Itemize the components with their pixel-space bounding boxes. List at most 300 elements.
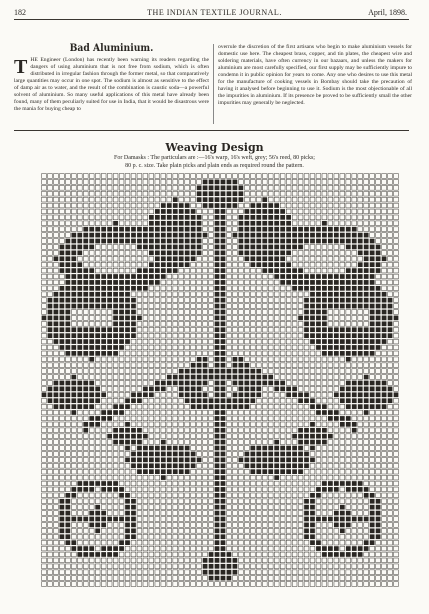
design-cell-filled	[382, 256, 387, 261]
design-cell-empty	[179, 523, 184, 528]
design-cell-filled	[334, 552, 339, 557]
design-cell-empty	[268, 487, 273, 492]
design-cell-empty	[239, 321, 244, 326]
design-cell-empty	[197, 410, 202, 415]
design-cell-empty	[256, 582, 261, 587]
design-cell-filled	[167, 203, 172, 208]
design-cell-empty	[364, 528, 369, 533]
design-cell-empty	[173, 357, 178, 362]
design-cell-filled	[352, 298, 357, 303]
design-cell-filled	[215, 256, 220, 261]
design-cell-empty	[394, 422, 399, 427]
design-cell-empty	[101, 452, 106, 457]
design-cell-filled	[250, 221, 255, 226]
journal-title: THE INDIAN TEXTILE JOURNAL.	[147, 8, 282, 17]
design-cell-filled	[328, 410, 333, 415]
design-cell-empty	[95, 499, 100, 504]
design-cell-filled	[125, 505, 130, 510]
design-cell-empty	[89, 446, 94, 451]
design-cell-empty	[233, 215, 238, 220]
design-cell-empty	[209, 239, 214, 244]
design-cell-filled	[376, 298, 381, 303]
design-cell-filled	[316, 280, 321, 285]
design-cell-empty	[185, 351, 190, 356]
design-cell-empty	[60, 564, 65, 569]
design-cell-filled	[274, 209, 279, 214]
design-cell-empty	[394, 351, 399, 356]
design-cell-empty	[113, 534, 118, 539]
design-cell-empty	[48, 369, 53, 374]
design-cell-filled	[101, 546, 106, 551]
design-cell-filled	[65, 381, 70, 386]
design-cell-empty	[233, 256, 238, 261]
design-cell-empty	[256, 268, 261, 273]
design-cell-empty	[292, 493, 297, 498]
design-cell-filled	[113, 286, 118, 291]
design-cell-empty	[322, 215, 327, 220]
design-cell-empty	[42, 215, 47, 220]
design-cell-empty	[119, 523, 124, 528]
design-cell-empty	[95, 268, 100, 273]
design-cell-filled	[65, 523, 70, 528]
design-cell-empty	[316, 197, 321, 202]
design-cell-empty	[227, 410, 232, 415]
design-cell-filled	[149, 392, 154, 397]
design-cell-filled	[250, 369, 255, 374]
design-cell-empty	[268, 316, 273, 321]
design-cell-empty	[286, 203, 291, 208]
design-cell-filled	[382, 404, 387, 409]
design-cell-empty	[352, 174, 357, 179]
design-cell-empty	[239, 528, 244, 533]
design-cell-empty	[185, 505, 190, 510]
design-cell-empty	[227, 221, 232, 226]
design-cell-empty	[298, 523, 303, 528]
design-cell-empty	[286, 416, 291, 421]
design-cell-empty	[95, 316, 100, 321]
design-cell-empty	[167, 185, 172, 190]
design-cell-empty	[167, 558, 172, 563]
design-cell-filled	[71, 381, 76, 386]
design-cell-empty	[382, 375, 387, 380]
design-cell-empty	[298, 191, 303, 196]
design-cell-filled	[203, 363, 208, 368]
design-cell-empty	[60, 546, 65, 551]
design-cell-filled	[83, 381, 88, 386]
design-cell-empty	[244, 274, 249, 279]
design-cell-filled	[370, 327, 375, 332]
design-cell-empty	[71, 416, 76, 421]
design-cell-empty	[185, 268, 190, 273]
design-cell-empty	[352, 440, 357, 445]
design-cell-filled	[179, 250, 184, 255]
design-cell-filled	[233, 197, 238, 202]
design-cell-empty	[322, 180, 327, 185]
design-cell-filled	[310, 286, 315, 291]
design-cell-empty	[292, 345, 297, 350]
design-cell-empty	[316, 221, 321, 226]
design-cell-empty	[54, 250, 59, 255]
design-cell-empty	[358, 558, 363, 563]
design-cell-empty	[274, 404, 279, 409]
design-cell-empty	[239, 469, 244, 474]
design-cell-filled	[89, 523, 94, 528]
design-cell-empty	[227, 487, 232, 492]
design-cell-empty	[328, 268, 333, 273]
design-cell-empty	[77, 570, 82, 575]
design-cell-empty	[107, 499, 112, 504]
design-cell-filled	[71, 262, 76, 267]
design-cell-empty	[143, 304, 148, 309]
design-cell-empty	[227, 517, 232, 522]
design-cell-filled	[292, 233, 297, 238]
design-cell-empty	[376, 197, 381, 202]
design-cell-empty	[95, 369, 100, 374]
design-cell-filled	[221, 475, 226, 480]
design-cell-empty	[286, 505, 291, 510]
design-cell-filled	[65, 528, 70, 533]
design-cell-empty	[388, 552, 393, 557]
design-cell-empty	[77, 564, 82, 569]
design-cell-empty	[382, 428, 387, 433]
design-cell-empty	[388, 457, 393, 462]
design-cell-filled	[286, 274, 291, 279]
design-cell-filled	[286, 446, 291, 451]
design-cell-empty	[131, 552, 136, 557]
design-cell-filled	[382, 292, 387, 297]
design-cell-empty	[125, 203, 130, 208]
design-cell-filled	[101, 298, 106, 303]
design-cell-filled	[346, 292, 351, 297]
design-cell-empty	[71, 511, 76, 516]
design-cell-filled	[83, 280, 88, 285]
design-cell-empty	[173, 564, 178, 569]
design-cell-empty	[191, 570, 196, 575]
design-cell-filled	[233, 564, 238, 569]
design-cell-empty	[113, 570, 118, 575]
design-cell-filled	[370, 523, 375, 528]
design-cell-empty	[143, 534, 148, 539]
design-cell-empty	[161, 363, 166, 368]
design-cell-empty	[60, 351, 65, 356]
design-cell-empty	[119, 203, 124, 208]
design-cell-empty	[286, 256, 291, 261]
design-cell-empty	[89, 463, 94, 468]
design-cell-empty	[119, 392, 124, 397]
design-cell-filled	[113, 227, 118, 232]
design-cell-filled	[233, 398, 238, 403]
design-cell-empty	[274, 481, 279, 486]
design-cell-empty	[233, 528, 238, 533]
design-cell-empty	[262, 493, 267, 498]
design-cell-empty	[358, 511, 363, 516]
design-cell-filled	[239, 357, 244, 362]
design-cell-empty	[262, 475, 267, 480]
design-cell-empty	[388, 546, 393, 551]
design-cell-empty	[256, 304, 261, 309]
design-cell-empty	[394, 209, 399, 214]
design-cell-empty	[298, 375, 303, 380]
design-cell-filled	[221, 428, 226, 433]
design-cell-empty	[60, 440, 65, 445]
design-cell-empty	[394, 292, 399, 297]
design-cell-filled	[65, 280, 70, 285]
design-cell-empty	[107, 528, 112, 533]
design-cell-empty	[197, 499, 202, 504]
design-cell-filled	[155, 256, 160, 261]
design-cell-empty	[65, 357, 70, 362]
design-cell-empty	[286, 517, 291, 522]
design-cell-empty	[185, 440, 190, 445]
design-cell-empty	[292, 304, 297, 309]
design-cell-empty	[310, 351, 315, 356]
design-cell-filled	[215, 233, 220, 238]
design-cell-empty	[370, 552, 375, 557]
design-cell-filled	[298, 398, 303, 403]
design-cell-empty	[233, 339, 238, 344]
design-cell-filled	[149, 469, 154, 474]
design-cell-empty	[316, 570, 321, 575]
design-cell-filled	[298, 280, 303, 285]
design-cell-empty	[346, 191, 351, 196]
design-cell-filled	[179, 256, 184, 261]
design-cell-filled	[137, 457, 142, 462]
design-cell-empty	[239, 351, 244, 356]
design-cell-filled	[239, 185, 244, 190]
design-cell-empty	[274, 499, 279, 504]
design-cell-empty	[322, 446, 327, 451]
design-cell-empty	[101, 221, 106, 226]
design-cell-empty	[227, 274, 232, 279]
design-cell-filled	[322, 517, 327, 522]
design-cell-filled	[382, 387, 387, 392]
design-cell-empty	[179, 582, 184, 587]
design-cell-empty	[113, 463, 118, 468]
design-cell-empty	[203, 292, 208, 297]
design-cell-empty	[274, 534, 279, 539]
design-cell-empty	[316, 582, 321, 587]
design-cell-empty	[83, 582, 88, 587]
design-cell-filled	[310, 310, 315, 315]
design-cell-filled	[113, 221, 118, 226]
design-cell-empty	[185, 410, 190, 415]
design-cell-empty	[256, 345, 261, 350]
design-cell-empty	[268, 499, 273, 504]
design-cell-empty	[197, 452, 202, 457]
design-cell-empty	[233, 174, 238, 179]
design-cell-empty	[328, 256, 333, 261]
design-cell-empty	[227, 363, 232, 368]
design-cell-empty	[322, 570, 327, 575]
design-cell-filled	[173, 203, 178, 208]
design-cell-filled	[322, 292, 327, 297]
design-cell-filled	[215, 552, 220, 557]
design-cell-filled	[143, 392, 148, 397]
design-cell-filled	[292, 245, 297, 250]
design-cell-empty	[304, 197, 309, 202]
design-cell-empty	[346, 582, 351, 587]
design-cell-empty	[95, 321, 100, 326]
design-cell-empty	[388, 475, 393, 480]
design-cell-filled	[352, 339, 357, 344]
design-cell-filled	[101, 392, 106, 397]
design-cell-filled	[89, 351, 94, 356]
design-cell-empty	[382, 363, 387, 368]
design-cell-empty	[113, 369, 118, 374]
design-cell-empty	[370, 440, 375, 445]
design-cell-filled	[65, 345, 70, 350]
design-cell-empty	[107, 203, 112, 208]
design-cell-filled	[286, 469, 291, 474]
design-cell-filled	[316, 310, 321, 315]
design-cell-empty	[149, 292, 154, 297]
design-cell-empty	[48, 274, 53, 279]
design-cell-filled	[382, 316, 387, 321]
design-cell-empty	[54, 534, 59, 539]
design-cell-filled	[334, 345, 339, 350]
design-cell-empty	[239, 534, 244, 539]
design-cell-empty	[244, 505, 249, 510]
design-cell-filled	[328, 227, 333, 232]
design-cell-empty	[262, 440, 267, 445]
design-cell-filled	[376, 392, 381, 397]
design-cell-empty	[286, 440, 291, 445]
design-cell-empty	[227, 582, 232, 587]
design-cell-empty	[113, 446, 118, 451]
design-cell-empty	[316, 174, 321, 179]
design-cell-empty	[304, 221, 309, 226]
design-cell-filled	[119, 333, 124, 338]
design-cell-empty	[209, 463, 214, 468]
design-cell-empty	[352, 180, 357, 185]
design-cell-empty	[334, 180, 339, 185]
design-cell-empty	[203, 422, 208, 427]
design-cell-filled	[65, 310, 70, 315]
design-cell-empty	[262, 404, 267, 409]
design-cell-empty	[370, 481, 375, 486]
design-cell-empty	[233, 457, 238, 462]
design-cell-empty	[71, 481, 76, 486]
design-cell-empty	[54, 540, 59, 545]
design-cell-empty	[334, 469, 339, 474]
design-cell-filled	[274, 250, 279, 255]
design-cell-empty	[60, 180, 65, 185]
design-cell-empty	[334, 310, 339, 315]
design-cell-filled	[233, 191, 238, 196]
design-cell-empty	[173, 180, 178, 185]
design-cell-empty	[77, 523, 82, 528]
design-cell-empty	[382, 469, 387, 474]
design-cell-empty	[376, 363, 381, 368]
design-cell-filled	[221, 440, 226, 445]
design-cell-empty	[191, 410, 196, 415]
design-cell-empty	[274, 280, 279, 285]
design-cell-empty	[71, 564, 76, 569]
design-cell-empty	[197, 428, 202, 433]
design-cell-empty	[262, 174, 267, 179]
design-cell-empty	[382, 286, 387, 291]
design-cell-empty	[394, 534, 399, 539]
design-cell-filled	[274, 381, 279, 386]
design-cell-filled	[304, 298, 309, 303]
design-cell-empty	[48, 434, 53, 439]
design-cell-empty	[286, 316, 291, 321]
design-cell-filled	[316, 410, 321, 415]
design-cell-empty	[42, 428, 47, 433]
design-cell-empty	[268, 576, 273, 581]
design-cell-empty	[203, 286, 208, 291]
design-cell-empty	[322, 256, 327, 261]
design-cell-filled	[298, 428, 303, 433]
design-cell-filled	[149, 274, 154, 279]
design-cell-empty	[262, 321, 267, 326]
design-cell-empty	[42, 203, 47, 208]
design-cell-empty	[340, 221, 345, 226]
design-cell-empty	[179, 398, 184, 403]
design-cell-filled	[346, 274, 351, 279]
header-rule	[14, 19, 409, 20]
design-cell-filled	[352, 546, 357, 551]
design-cell-empty	[209, 250, 214, 255]
design-cell-filled	[125, 540, 130, 545]
design-cell-empty	[107, 369, 112, 374]
design-cell-empty	[382, 493, 387, 498]
design-cell-empty	[143, 357, 148, 362]
design-cell-empty	[364, 523, 369, 528]
design-cell-empty	[83, 416, 88, 421]
design-cell-filled	[221, 404, 226, 409]
design-cell-empty	[95, 446, 100, 451]
design-cell-empty	[239, 517, 244, 522]
design-cell-empty	[191, 422, 196, 427]
design-cell-filled	[167, 250, 172, 255]
design-cell-empty	[197, 582, 202, 587]
design-cell-empty	[376, 357, 381, 362]
design-cell-empty	[143, 209, 148, 214]
design-cell-empty	[137, 215, 142, 220]
design-cell-filled	[244, 369, 249, 374]
design-cell-empty	[334, 534, 339, 539]
design-cell-empty	[161, 369, 166, 374]
design-cell-empty	[364, 452, 369, 457]
design-cell-filled	[119, 292, 124, 297]
design-cell-filled	[316, 286, 321, 291]
design-cell-filled	[304, 505, 309, 510]
design-cell-empty	[191, 316, 196, 321]
design-cell-empty	[203, 327, 208, 332]
design-cell-filled	[167, 375, 172, 380]
design-cell-empty	[137, 351, 142, 356]
design-cell-empty	[382, 523, 387, 528]
design-cell-empty	[364, 582, 369, 587]
design-cell-empty	[48, 546, 53, 551]
design-cell-empty	[280, 523, 285, 528]
design-cell-filled	[197, 363, 202, 368]
design-cell-filled	[244, 363, 249, 368]
design-cell-filled	[364, 398, 369, 403]
design-cell-filled	[358, 304, 363, 309]
design-cell-filled	[215, 410, 220, 415]
design-cell-empty	[101, 434, 106, 439]
design-cell-empty	[268, 274, 273, 279]
design-cell-empty	[352, 363, 357, 368]
design-cell-filled	[346, 351, 351, 356]
design-cell-empty	[42, 564, 47, 569]
design-cell-empty	[298, 174, 303, 179]
design-cell-empty	[42, 452, 47, 457]
design-cell-empty	[167, 298, 172, 303]
design-cell-empty	[262, 280, 267, 285]
